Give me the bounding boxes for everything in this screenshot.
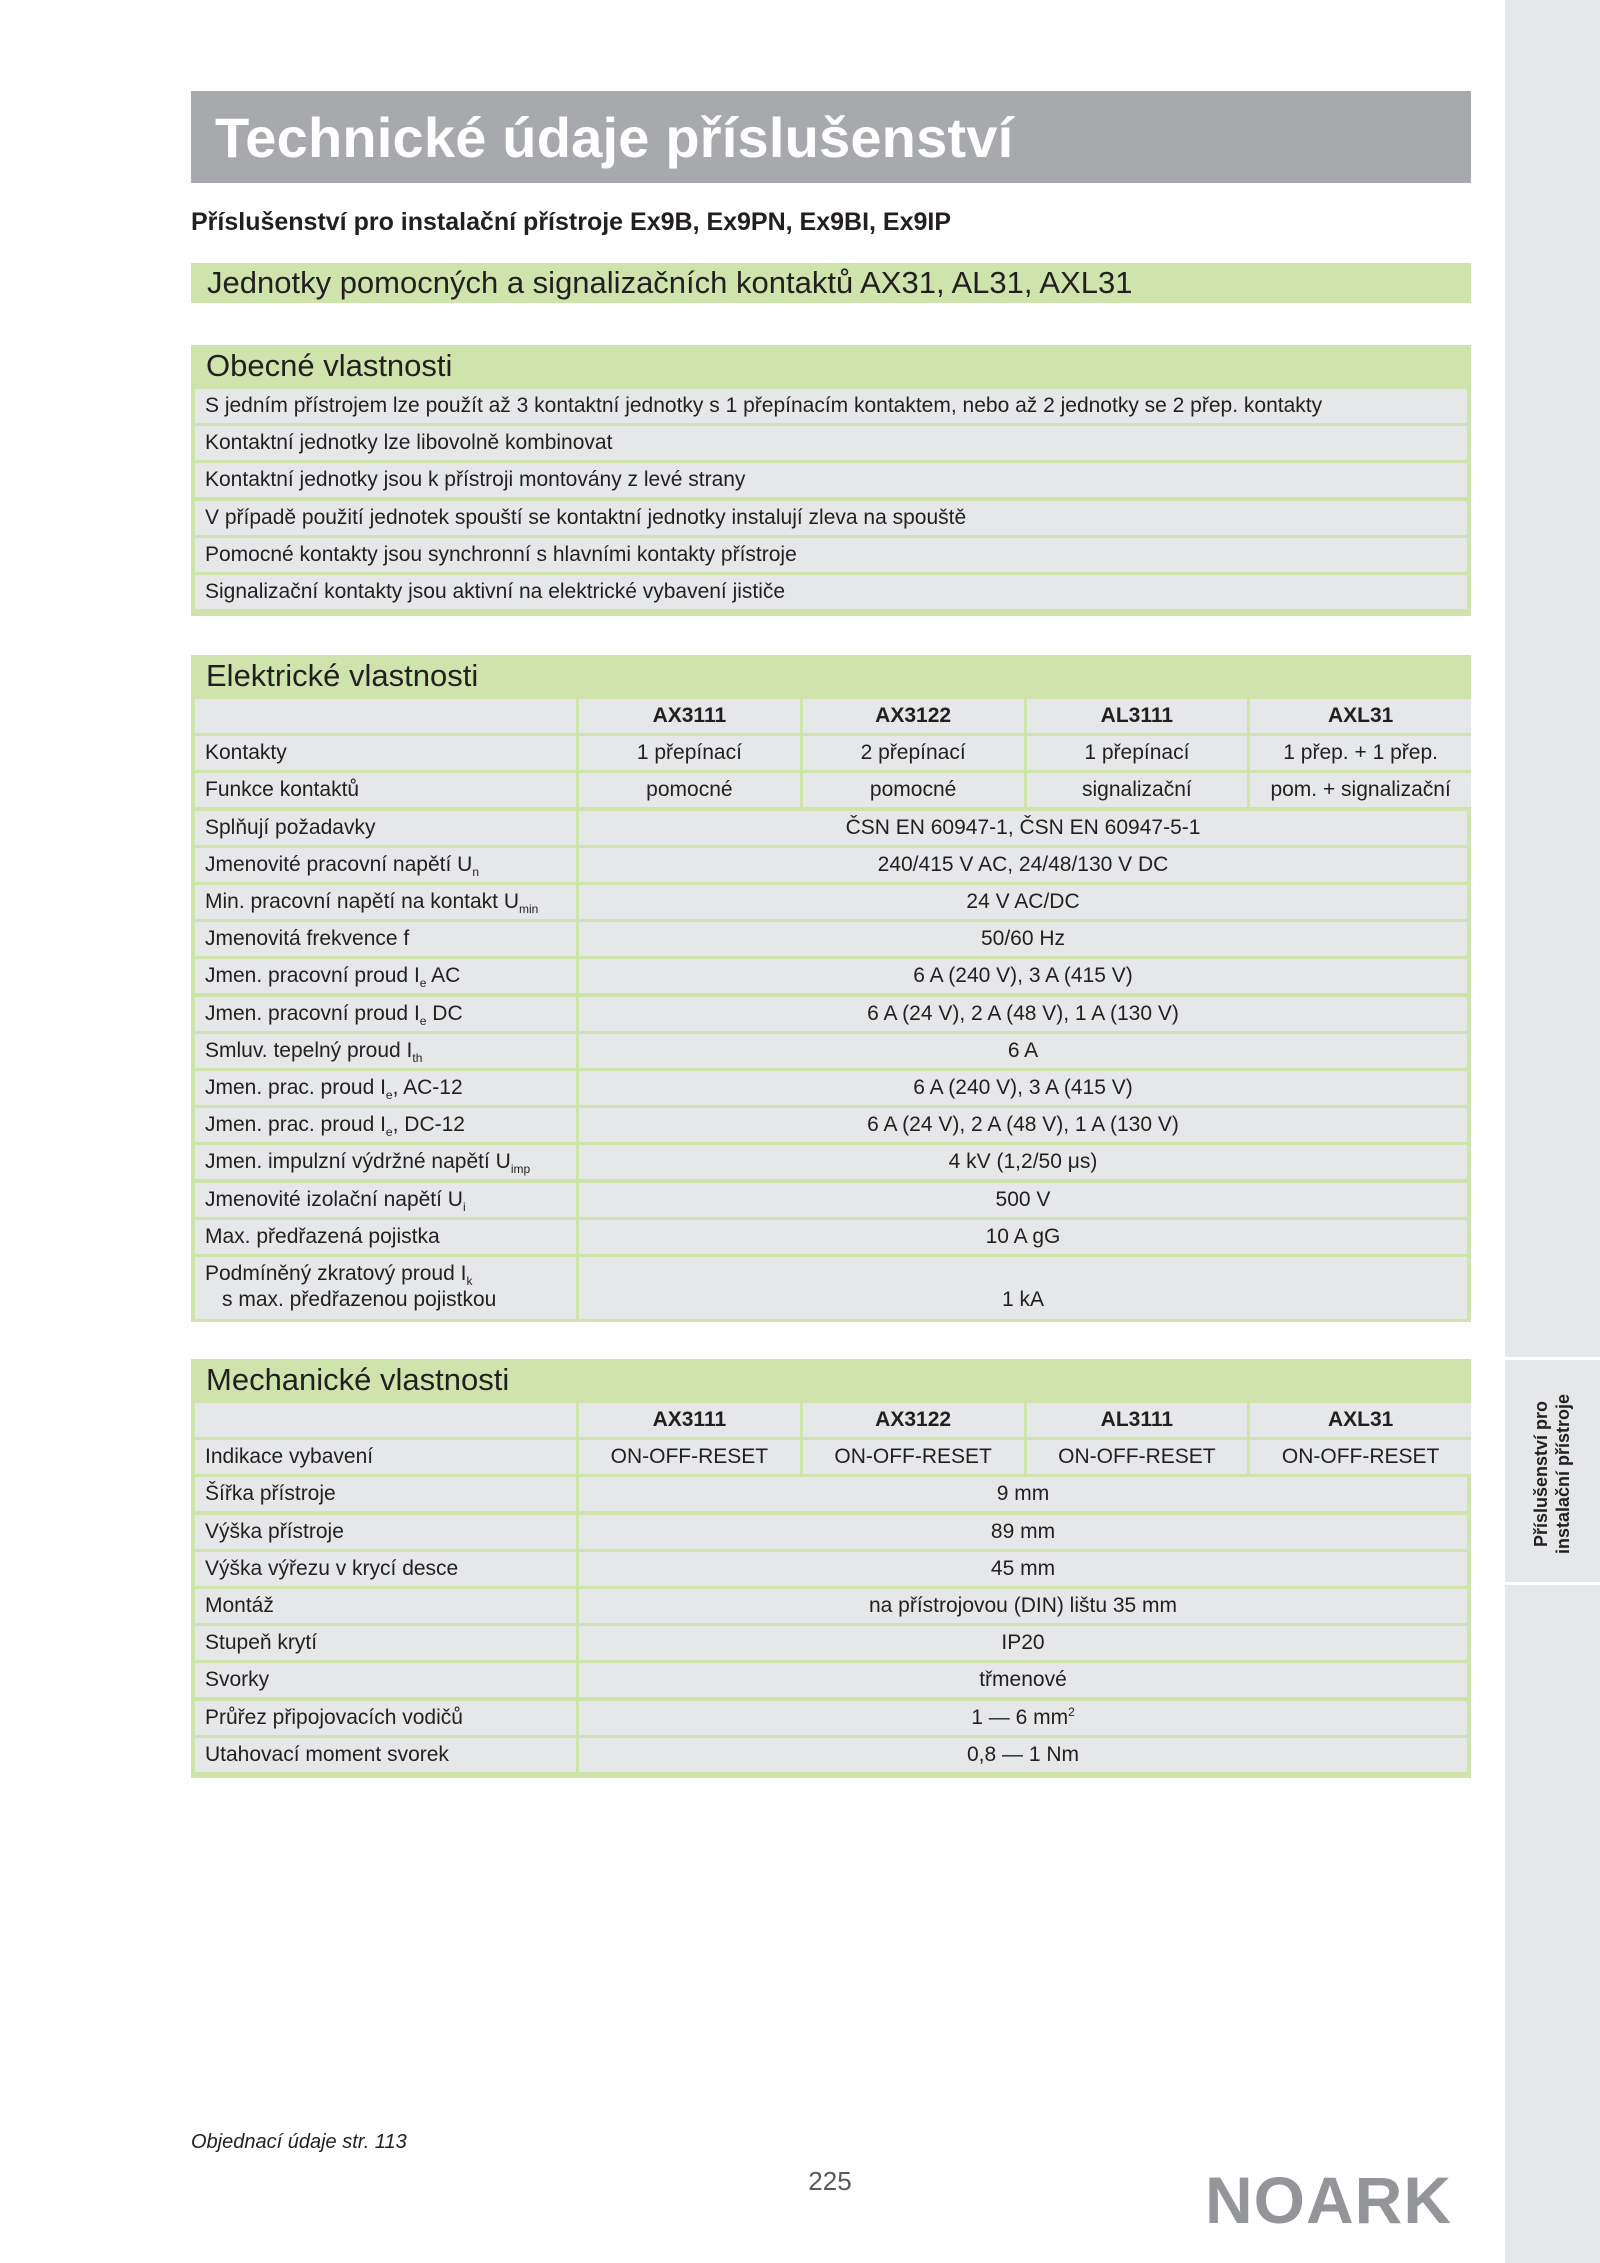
row-label-text: Jmen. pracovní proud I — [205, 1001, 420, 1025]
row-value — [579, 1183, 1467, 1217]
column-header-blank — [195, 1403, 576, 1437]
row-label — [195, 1589, 576, 1623]
subscript: e — [419, 976, 427, 991]
row-value-text: 24 V AC/DC — [966, 890, 1080, 913]
row-label — [195, 848, 576, 882]
row-label-text: Výška přístroje — [205, 1519, 344, 1543]
row-value: 1 přepínací — [1027, 736, 1248, 770]
side-tab[interactable] — [1505, 1357, 1600, 1585]
row-label — [195, 1071, 576, 1105]
subscript: e — [419, 1013, 427, 1028]
row-label-text: Utahovací moment svorek — [205, 1742, 449, 1766]
row-value — [579, 1145, 1467, 1179]
row-value — [579, 848, 1467, 882]
row-label-suffix: AC — [426, 964, 461, 988]
mechanical-properties-header: Mechanické vlastnosti — [206, 1362, 510, 1397]
row-label-suffix: , AC-12 — [392, 1076, 463, 1099]
row-value: ON-OFF-RESET — [579, 1440, 800, 1474]
row-label — [195, 1626, 576, 1660]
row-value — [579, 1477, 1467, 1511]
general-row: Kontaktní jednotky jsou k přístroji montovány z levé strany — [195, 463, 1467, 497]
row-value-text: třmenové — [979, 1668, 1067, 1692]
row-value: 1 kA — [579, 1257, 1467, 1319]
electrical-properties-header: Elektrické vlastnosti — [206, 658, 479, 693]
noark-logo — [1205, 2163, 1475, 2233]
mechanical-properties-table — [191, 1359, 1471, 1778]
superscript: 2 — [1068, 1704, 1075, 1719]
column-header: AX3111 — [579, 1403, 800, 1437]
row-value — [579, 1220, 1467, 1254]
row-value-text: 0,8 — 1 Nm — [966, 1742, 1080, 1766]
row-label — [195, 1663, 576, 1697]
subscript: imp — [510, 1162, 531, 1177]
row-label — [195, 1552, 576, 1586]
row-value-text: na přístrojovou (DIN) lištu 35 mm — [868, 1594, 1178, 1617]
row-value: 1 přep. + 1 přep. — [1250, 736, 1471, 770]
row-label — [195, 1515, 576, 1549]
subscript: e — [385, 1088, 393, 1102]
row-label — [195, 1108, 576, 1142]
general-row: S jedním přístrojem lze použít až 3 kontaktní jednotky s 1 přepínacím kontaktem, nebo až 2 jednotky se 2 přep. kontakty — [195, 389, 1467, 423]
row-value — [579, 1071, 1467, 1105]
row-label-text: Podmíněný zkratový proud I — [205, 1262, 467, 1285]
row-label-text: Min. pracovní napětí na kontakt U — [205, 890, 520, 913]
row-value-text: 500 V — [995, 1187, 1051, 1211]
row-label-text: Jmen. prac. proud I — [205, 1076, 386, 1099]
row-value-text: 6 A (24 V), 2 A (48 V), 1 A (130 V) — [867, 1113, 1179, 1137]
row-value — [579, 922, 1467, 956]
general-row: V případě použití jednotek spouští se kontaktní jednotky instalují zleva na spouště — [195, 501, 1467, 535]
row-label-suffix: , DC-12 — [392, 1113, 465, 1137]
row-label-text: Výška výřezu v krycí desce — [205, 1556, 459, 1580]
subscript: i — [462, 1199, 466, 1214]
row-label — [195, 1738, 576, 1772]
row-value-text: 240/415 V AC, 24/48/130 V DC — [877, 852, 1169, 876]
general-row: Kontaktní jednotky lze libovolně kombinovat — [195, 426, 1467, 460]
subscript: k — [466, 1274, 473, 1288]
general-properties-table — [191, 345, 1471, 616]
page-title: Technické údaje příslušenství — [215, 106, 1014, 169]
page-subtitle: Příslušenství pro instalační přístroje Ex9B, Ex9PN, Ex9BI, Ex9IP — [191, 208, 952, 236]
page-number: 225 — [808, 2166, 852, 2196]
row-value — [579, 1589, 1467, 1623]
subscript: min — [519, 902, 539, 916]
row-value-text: 45 mm — [990, 1556, 1056, 1580]
row-label — [195, 1477, 576, 1511]
column-header: AXL31 — [1250, 699, 1471, 733]
row-label-text: Průřez připojovacích vodičů — [205, 1705, 463, 1729]
row-value — [579, 1552, 1467, 1586]
row-label-suffix: DC — [426, 1001, 463, 1025]
row-value-text: IP20 — [1001, 1631, 1045, 1655]
row-value-text: 1 — 6 mm — [971, 1705, 1069, 1729]
row-label — [195, 1145, 576, 1179]
row-value: 1 přepínací — [579, 736, 800, 770]
row-label: Indikace vybavení — [195, 1440, 576, 1474]
row-value-text: 9 mm — [996, 1482, 1050, 1506]
row-label — [195, 1183, 576, 1217]
row-value: ON-OFF-RESET — [1027, 1440, 1248, 1474]
electrical-properties-table — [191, 655, 1471, 1322]
row-label-text: Smluv. tepelný proud I — [205, 1038, 413, 1062]
row-value — [579, 885, 1467, 919]
row-label-text: Jmen. pracovní proud I — [205, 964, 420, 988]
row-label-text: Montáž — [205, 1594, 274, 1617]
svg-text:NOARK: NOARK — [1205, 2163, 1452, 2233]
column-header: AX3122 — [803, 699, 1024, 733]
general-row: Signalizační kontakty jsou aktivní na elektrické vybavení jističe — [195, 575, 1467, 609]
row-label — [195, 922, 576, 956]
row-value — [579, 1738, 1467, 1772]
row-value-text: 6 A (240 V), 3 A (415 V) — [913, 1076, 1133, 1099]
row-label — [195, 997, 576, 1031]
column-header: AXL31 — [1250, 1403, 1471, 1437]
row-label-line: s max. předřazenou pojistkou — [222, 1288, 497, 1311]
side-tab-label: Příslušenství pro instalační přístroje — [1531, 1393, 1573, 1555]
row-label-text: Max. předřazená pojistka — [205, 1224, 440, 1248]
row-value — [579, 1701, 1467, 1735]
row-label — [195, 1257, 576, 1319]
row-label-text: Jmenovité pracovní napětí U — [205, 852, 473, 876]
row-label — [195, 1701, 576, 1735]
row-value: pomocné — [579, 773, 800, 807]
row-label — [195, 1220, 576, 1254]
row-value: pomocné — [803, 773, 1024, 807]
row-value-text: 10 A gG — [985, 1224, 1061, 1248]
product-heading-bar — [191, 263, 1471, 303]
row-label-text: Jmen. prac. proud I — [205, 1113, 386, 1137]
row-value: ON-OFF-RESET — [803, 1440, 1024, 1474]
row-label-text: Šířka přístroje — [205, 1482, 336, 1506]
row-value: pom. + signalizační — [1250, 773, 1471, 807]
subscript: e — [385, 1125, 393, 1140]
row-label-text: Jmenovité izolační napětí U — [205, 1187, 463, 1211]
column-header: AX3122 — [803, 1403, 1024, 1437]
row-value — [579, 1515, 1467, 1549]
row-label-text: Jmenovitá frekvence f — [205, 927, 410, 951]
page-title-bar — [191, 91, 1471, 183]
row-label — [195, 959, 576, 993]
row-value-text: 50/60 Hz — [980, 927, 1066, 951]
row-label-text: Stupeň krytí — [205, 1631, 318, 1655]
row-value-text: 6 A — [1007, 1038, 1039, 1062]
row-label: Funkce kontaktů — [195, 773, 576, 807]
general-row: Pomocné kontakty jsou synchronní s hlavními kontakty přístroje — [195, 538, 1467, 572]
row-label-line — [205, 1261, 576, 1287]
row-value — [579, 811, 1467, 845]
column-header: AL3111 — [1027, 1403, 1248, 1437]
row-value: signalizační — [1027, 773, 1248, 807]
row-label-text: Svorky — [205, 1668, 270, 1692]
row-value: 2 přepínací — [803, 736, 1024, 770]
row-value — [579, 959, 1467, 993]
row-label — [195, 885, 576, 919]
row-value — [579, 1108, 1467, 1142]
row-value — [579, 997, 1467, 1031]
row-value-text: 89 mm — [990, 1519, 1056, 1543]
row-value-text: 4 kV (1,2/50 μs) — [948, 1150, 1098, 1174]
row-label — [195, 1034, 576, 1068]
row-value: ON-OFF-RESET — [1250, 1440, 1471, 1474]
row-value-text: ČSN EN 60947-1, ČSN EN 60947-5-1 — [845, 815, 1201, 839]
ordering-info-note: Objednací údaje str. 113 — [191, 2131, 407, 2153]
side-strip — [1505, 0, 1600, 2263]
row-value — [579, 1034, 1467, 1068]
row-value — [579, 1663, 1467, 1697]
row-label — [195, 811, 576, 845]
row-label-text: Jmen. impulzní výdržné napětí U — [205, 1150, 511, 1174]
column-header: AL3111 — [1027, 699, 1248, 733]
row-label: Kontakty — [195, 736, 576, 770]
row-value-text: 6 A (24 V), 2 A (48 V), 1 A (130 V) — [867, 1001, 1179, 1025]
row-label-text: Splňují požadavky — [205, 815, 376, 839]
subscript: n — [472, 864, 479, 879]
column-header: AX3111 — [579, 699, 800, 733]
row-value — [579, 1626, 1467, 1660]
column-header-blank — [195, 699, 576, 733]
subscript: th — [412, 1050, 423, 1065]
row-value-text: 6 A (240 V), 3 A (415 V) — [913, 964, 1133, 988]
product-heading: Jednotky pomocných a signalizačních kontaktů AX31, AL31, AXL31 — [207, 265, 1133, 300]
general-properties-header: Obecné vlastnosti — [206, 348, 453, 383]
